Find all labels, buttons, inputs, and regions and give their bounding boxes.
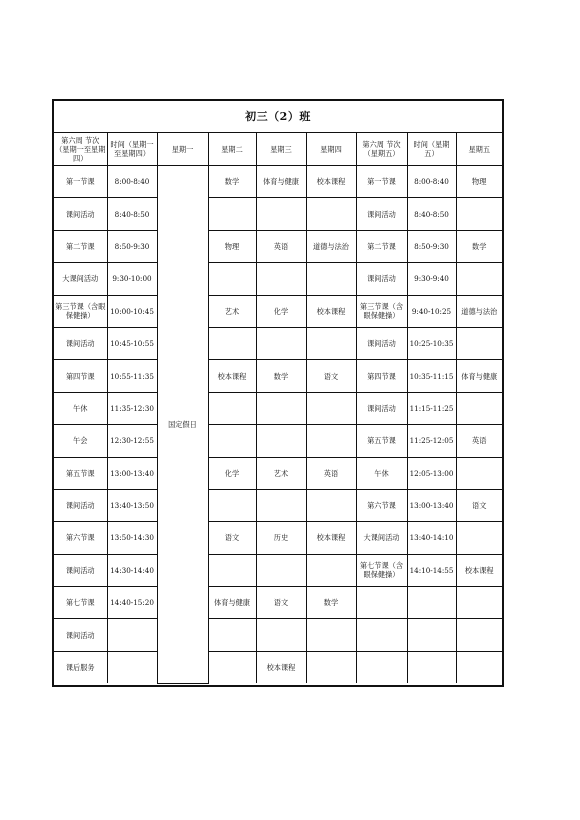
timetable-sheet [52, 99, 504, 687]
thursday-cell: 道德与法治 [306, 230, 356, 262]
friday-time-cell: 8:00-8:40 [407, 166, 456, 198]
wednesday-cell: 化学 [256, 295, 306, 327]
friday-period-cell [356, 587, 407, 619]
time-cell: 14:40-15:20 [107, 587, 157, 619]
thursday-cell: 语文 [306, 360, 356, 392]
thursday-cell: 校本课程 [306, 522, 356, 554]
time-cell [107, 619, 157, 651]
friday-period-cell: 课间活动 [356, 263, 407, 295]
tuesday-cell: 校本课程 [208, 360, 256, 392]
table-row [54, 263, 502, 295]
period-cell: 课间活动 [54, 327, 107, 359]
friday-period-cell: 大课间活动 [356, 522, 407, 554]
friday-period-cell: 课间活动 [356, 392, 407, 424]
period-cell: 第二节课 [54, 230, 107, 262]
friday-cell [456, 263, 502, 295]
wednesday-cell [256, 327, 306, 359]
friday-cell [456, 327, 502, 359]
period-cell: 第一节课 [54, 166, 107, 198]
table-row [54, 166, 502, 198]
period-cell: 午会 [54, 425, 107, 457]
time-cell: 8:40-8:50 [107, 198, 157, 230]
period-cell: 课间活动 [54, 198, 107, 230]
friday-period-cell: 第三节课（含眼保健操） [356, 295, 407, 327]
friday-period-cell: 第四节课 [356, 360, 407, 392]
time-cell: 9:30-10:00 [107, 263, 157, 295]
friday-period-cell: 午休 [356, 457, 407, 489]
time-cell [107, 651, 157, 683]
thursday-cell [306, 392, 356, 424]
time-cell: 13:00-13:40 [107, 457, 157, 489]
friday-period-cell: 第一节课 [356, 166, 407, 198]
friday-cell: 英语 [456, 425, 502, 457]
friday-period-cell [356, 619, 407, 651]
table-row [54, 587, 502, 619]
table-row [54, 522, 502, 554]
thursday-cell: 数学 [306, 587, 356, 619]
friday-time-cell [407, 619, 456, 651]
period-cell: 第七节课 [54, 587, 107, 619]
wednesday-cell [256, 619, 306, 651]
tuesday-cell [208, 619, 256, 651]
period-cell: 第三节课（含眼保健操） [54, 295, 107, 327]
friday-time-cell: 8:50-9:30 [407, 230, 456, 262]
period-cell: 课后服务 [54, 651, 107, 683]
tuesday-cell [208, 263, 256, 295]
time-cell: 10:55-11:35 [107, 360, 157, 392]
header-cell: 星期二 [208, 133, 256, 166]
friday-time-cell: 12:05-13:00 [407, 457, 456, 489]
friday-cell: 物理 [456, 166, 502, 198]
wednesday-cell: 历史 [256, 522, 306, 554]
header-cell: 第六周 节次（星期一至星期四） [54, 133, 107, 166]
wednesday-cell: 体育与健康 [256, 166, 306, 198]
thursday-cell [306, 651, 356, 683]
period-cell: 大课间活动 [54, 263, 107, 295]
tuesday-cell [208, 554, 256, 586]
table-row [54, 489, 502, 521]
wednesday-cell [256, 554, 306, 586]
time-cell: 11:35-12:30 [107, 392, 157, 424]
friday-cell [456, 651, 502, 683]
tuesday-cell: 艺术 [208, 295, 256, 327]
wednesday-cell: 数学 [256, 360, 306, 392]
time-cell: 13:50-14:30 [107, 522, 157, 554]
friday-period-cell: 第七节课（含眼保健操） [356, 554, 407, 586]
friday-period-cell: 第二节课 [356, 230, 407, 262]
friday-time-cell: 11:15-11:25 [407, 392, 456, 424]
friday-cell [456, 392, 502, 424]
table-row [54, 554, 502, 586]
friday-time-cell [407, 587, 456, 619]
friday-cell: 数学 [456, 230, 502, 262]
friday-cell: 校本课程 [456, 554, 502, 586]
wednesday-cell: 艺术 [256, 457, 306, 489]
period-cell: 课间活动 [54, 489, 107, 521]
header-cell: 时间（星期一至星期四） [107, 133, 157, 166]
wednesday-cell: 校本课程 [256, 651, 306, 683]
period-cell: 第六节课 [54, 522, 107, 554]
friday-time-cell: 9:30-9:40 [407, 263, 456, 295]
header-cell: 星期三 [256, 133, 306, 166]
tuesday-cell [208, 651, 256, 683]
time-cell: 12:30-12:55 [107, 425, 157, 457]
time-cell: 8:50-9:30 [107, 230, 157, 262]
thursday-cell: 校本课程 [306, 295, 356, 327]
period-cell: 课间活动 [54, 554, 107, 586]
wednesday-cell [256, 392, 306, 424]
wednesday-cell [256, 263, 306, 295]
thursday-cell [306, 554, 356, 586]
friday-time-cell: 10:35-11:15 [407, 360, 456, 392]
friday-cell [456, 587, 502, 619]
tuesday-cell [208, 425, 256, 457]
period-cell: 午休 [54, 392, 107, 424]
table-row [54, 651, 502, 683]
friday-cell [456, 619, 502, 651]
tuesday-cell: 语文 [208, 522, 256, 554]
thursday-cell [306, 619, 356, 651]
table-row [54, 425, 502, 457]
thursday-cell [306, 425, 356, 457]
friday-period-cell [356, 651, 407, 683]
thursday-cell [306, 489, 356, 521]
header-cell: 第六周 节次（星期五） [356, 133, 407, 166]
tuesday-cell: 化学 [208, 457, 256, 489]
tuesday-cell: 物理 [208, 230, 256, 262]
thursday-cell [306, 198, 356, 230]
table-row [54, 230, 502, 262]
table-row [54, 619, 502, 651]
period-cell: 课间活动 [54, 619, 107, 651]
friday-cell: 道德与法治 [456, 295, 502, 327]
table-row [54, 457, 502, 489]
thursday-cell: 校本课程 [306, 166, 356, 198]
header-cell: 星期五 [456, 133, 502, 166]
header-row [54, 133, 502, 166]
wednesday-cell [256, 489, 306, 521]
header-cell: 时间（星期五） [407, 133, 456, 166]
thursday-cell: 英语 [306, 457, 356, 489]
table-row [54, 198, 502, 230]
time-cell: 13:40-13:50 [107, 489, 157, 521]
time-cell: 14:30-14:40 [107, 554, 157, 586]
friday-cell [456, 457, 502, 489]
friday-period-cell: 课间活动 [356, 327, 407, 359]
friday-time-cell: 10:25-10:35 [407, 327, 456, 359]
header-cell: 星期四 [306, 133, 356, 166]
friday-period-cell: 第六节课 [356, 489, 407, 521]
time-cell: 10:45-10:55 [107, 327, 157, 359]
header-cell: 星期一 [157, 133, 208, 166]
tuesday-cell: 体育与健康 [208, 587, 256, 619]
tuesday-cell [208, 489, 256, 521]
tuesday-cell [208, 327, 256, 359]
table-row [54, 327, 502, 359]
tuesday-cell: 数学 [208, 166, 256, 198]
friday-time-cell: 11:25-12:05 [407, 425, 456, 457]
wednesday-cell: 语文 [256, 587, 306, 619]
thursday-cell [306, 327, 356, 359]
wednesday-cell: 英语 [256, 230, 306, 262]
friday-time-cell [407, 651, 456, 683]
friday-time-cell: 9:40-10:25 [407, 295, 456, 327]
friday-period-cell: 第五节课 [356, 425, 407, 457]
wednesday-cell [256, 198, 306, 230]
friday-cell [456, 522, 502, 554]
timetable [54, 133, 502, 684]
time-cell: 8:00-8:40 [107, 166, 157, 198]
friday-time-cell: 13:00-13:40 [407, 489, 456, 521]
table-title: 初三（2）班 [54, 101, 502, 133]
tuesday-cell [208, 392, 256, 424]
tuesday-cell [208, 198, 256, 230]
monday-holiday-cell: 国定假日 [157, 166, 208, 684]
friday-time-cell: 13:40-14:10 [407, 522, 456, 554]
period-cell: 第五节课 [54, 457, 107, 489]
period-cell: 第四节课 [54, 360, 107, 392]
friday-time-cell: 8:40-8:50 [407, 198, 456, 230]
friday-period-cell: 课间活动 [356, 198, 407, 230]
table-row [54, 295, 502, 327]
friday-time-cell: 14:10-14:55 [407, 554, 456, 586]
friday-cell [456, 198, 502, 230]
time-cell: 10:00-10:45 [107, 295, 157, 327]
friday-cell: 语文 [456, 489, 502, 521]
thursday-cell [306, 263, 356, 295]
wednesday-cell [256, 425, 306, 457]
table-row [54, 360, 502, 392]
table-row [54, 392, 502, 424]
friday-cell: 体育与健康 [456, 360, 502, 392]
